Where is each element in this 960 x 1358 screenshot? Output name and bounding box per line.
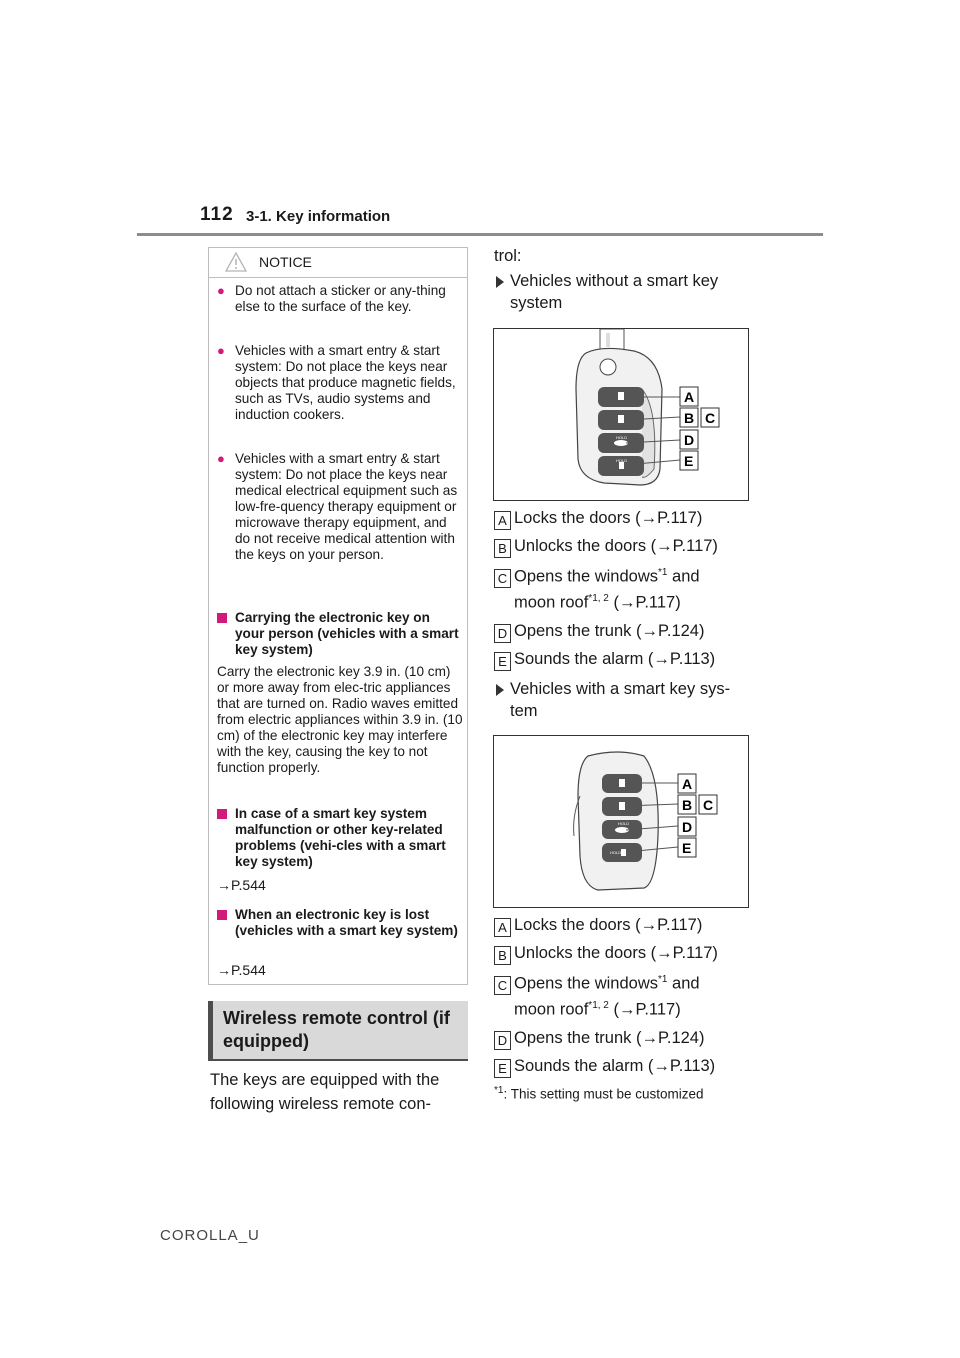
figure-label: E [684,453,694,469]
page-reference[interactable]: →P.544 [217,877,266,893]
notice-item: ● Vehicles with a smart entry & start system: Do not place the keys near objects that produce magnetic fields, such as TVs, audio systems and induction cookers. [217,343,456,422]
figure-label: C [705,410,716,426]
notice-subhead: In case of a smart key system malfunction or other key-related problems (vehi-cles with a smart key system) [217,806,463,870]
section-title: 3-1. Key information [246,208,391,225]
section-heading-underline [208,1059,468,1061]
key-figure-without-smart [493,328,749,501]
square-bullet-icon [217,613,227,623]
notice-item: ● Vehicles with a smart entry & start system: Do not place the keys near medical electrical equipment such as low-fre-quency therapy equipment or microwave therapy equipment, and do not receive medical attention with the keys on your person. [217,451,458,562]
section-heading-title: Wireless remote control (if equipped) [223,1008,450,1051]
notice-box [208,247,468,985]
figure-label: D [682,819,693,835]
figure-label: B [684,410,695,426]
smart-key-illustration [494,736,748,907]
remote-key-illustration [494,329,748,500]
square-bullet-icon [217,809,227,819]
bullet-icon: ● [217,343,225,358]
figure-label: E [682,840,692,856]
notice-title: NOTICE [259,254,312,270]
section-heading [208,1001,468,1059]
notice-item: ● Do not attach a sticker or any-thing else to the surface of the key. [217,283,446,314]
warning-icon [225,252,247,272]
svg-text:HOLD: HOLD [616,458,628,463]
triangle-bullet-icon [496,684,504,696]
figure-label: A [682,776,693,792]
figure-label: B [682,797,693,813]
figure-label: A [684,389,695,405]
footer-model-code: COROLLA_U [160,1227,260,1244]
footnote: $^{*1}$: This setting must be customized [494,1085,704,1102]
figure-label: C [703,797,714,813]
figure-label: D [684,432,695,448]
key-figure-with-smart [493,735,749,908]
header-divider [137,233,823,236]
svg-text:HOLD: HOLD [618,821,630,826]
subsection-heading-with-smart-key: Vehicles with a smart key sys-tem [510,680,731,720]
page-reference[interactable]: →P.544 [217,962,266,978]
square-bullet-icon [217,910,227,920]
intro-paragraph: The keys are equipped with the following wireless remote con- [210,1071,440,1113]
notice-subhead: Carrying the electronic key on your person (vehicles with a smart key system) [217,610,463,658]
notice-paragraph: Carry the electronic key 3.9 in. (10 cm) or more away from elec-tric appliances that are turned on. Radio waves emitted from electric appliances within 3.9 in. (10 cm) of the electronic key may interfere with the key, causing the key to not function properly. [217,664,463,775]
intro-continuation: trol: [494,247,522,265]
bullet-icon: ● [217,451,225,466]
triangle-bullet-icon [496,276,504,288]
svg-text:HOLD: HOLD [610,850,622,855]
bullet-icon: ● [217,283,225,298]
notice-subhead: When an electronic key is lost (vehicles with a smart key system) [217,907,463,939]
subsection-heading-without-smart-key: Vehicles without a smart key system [510,272,719,312]
page-number: 112 [200,204,234,225]
notice-header [209,248,467,278]
svg-text:HOLD: HOLD [616,435,628,440]
